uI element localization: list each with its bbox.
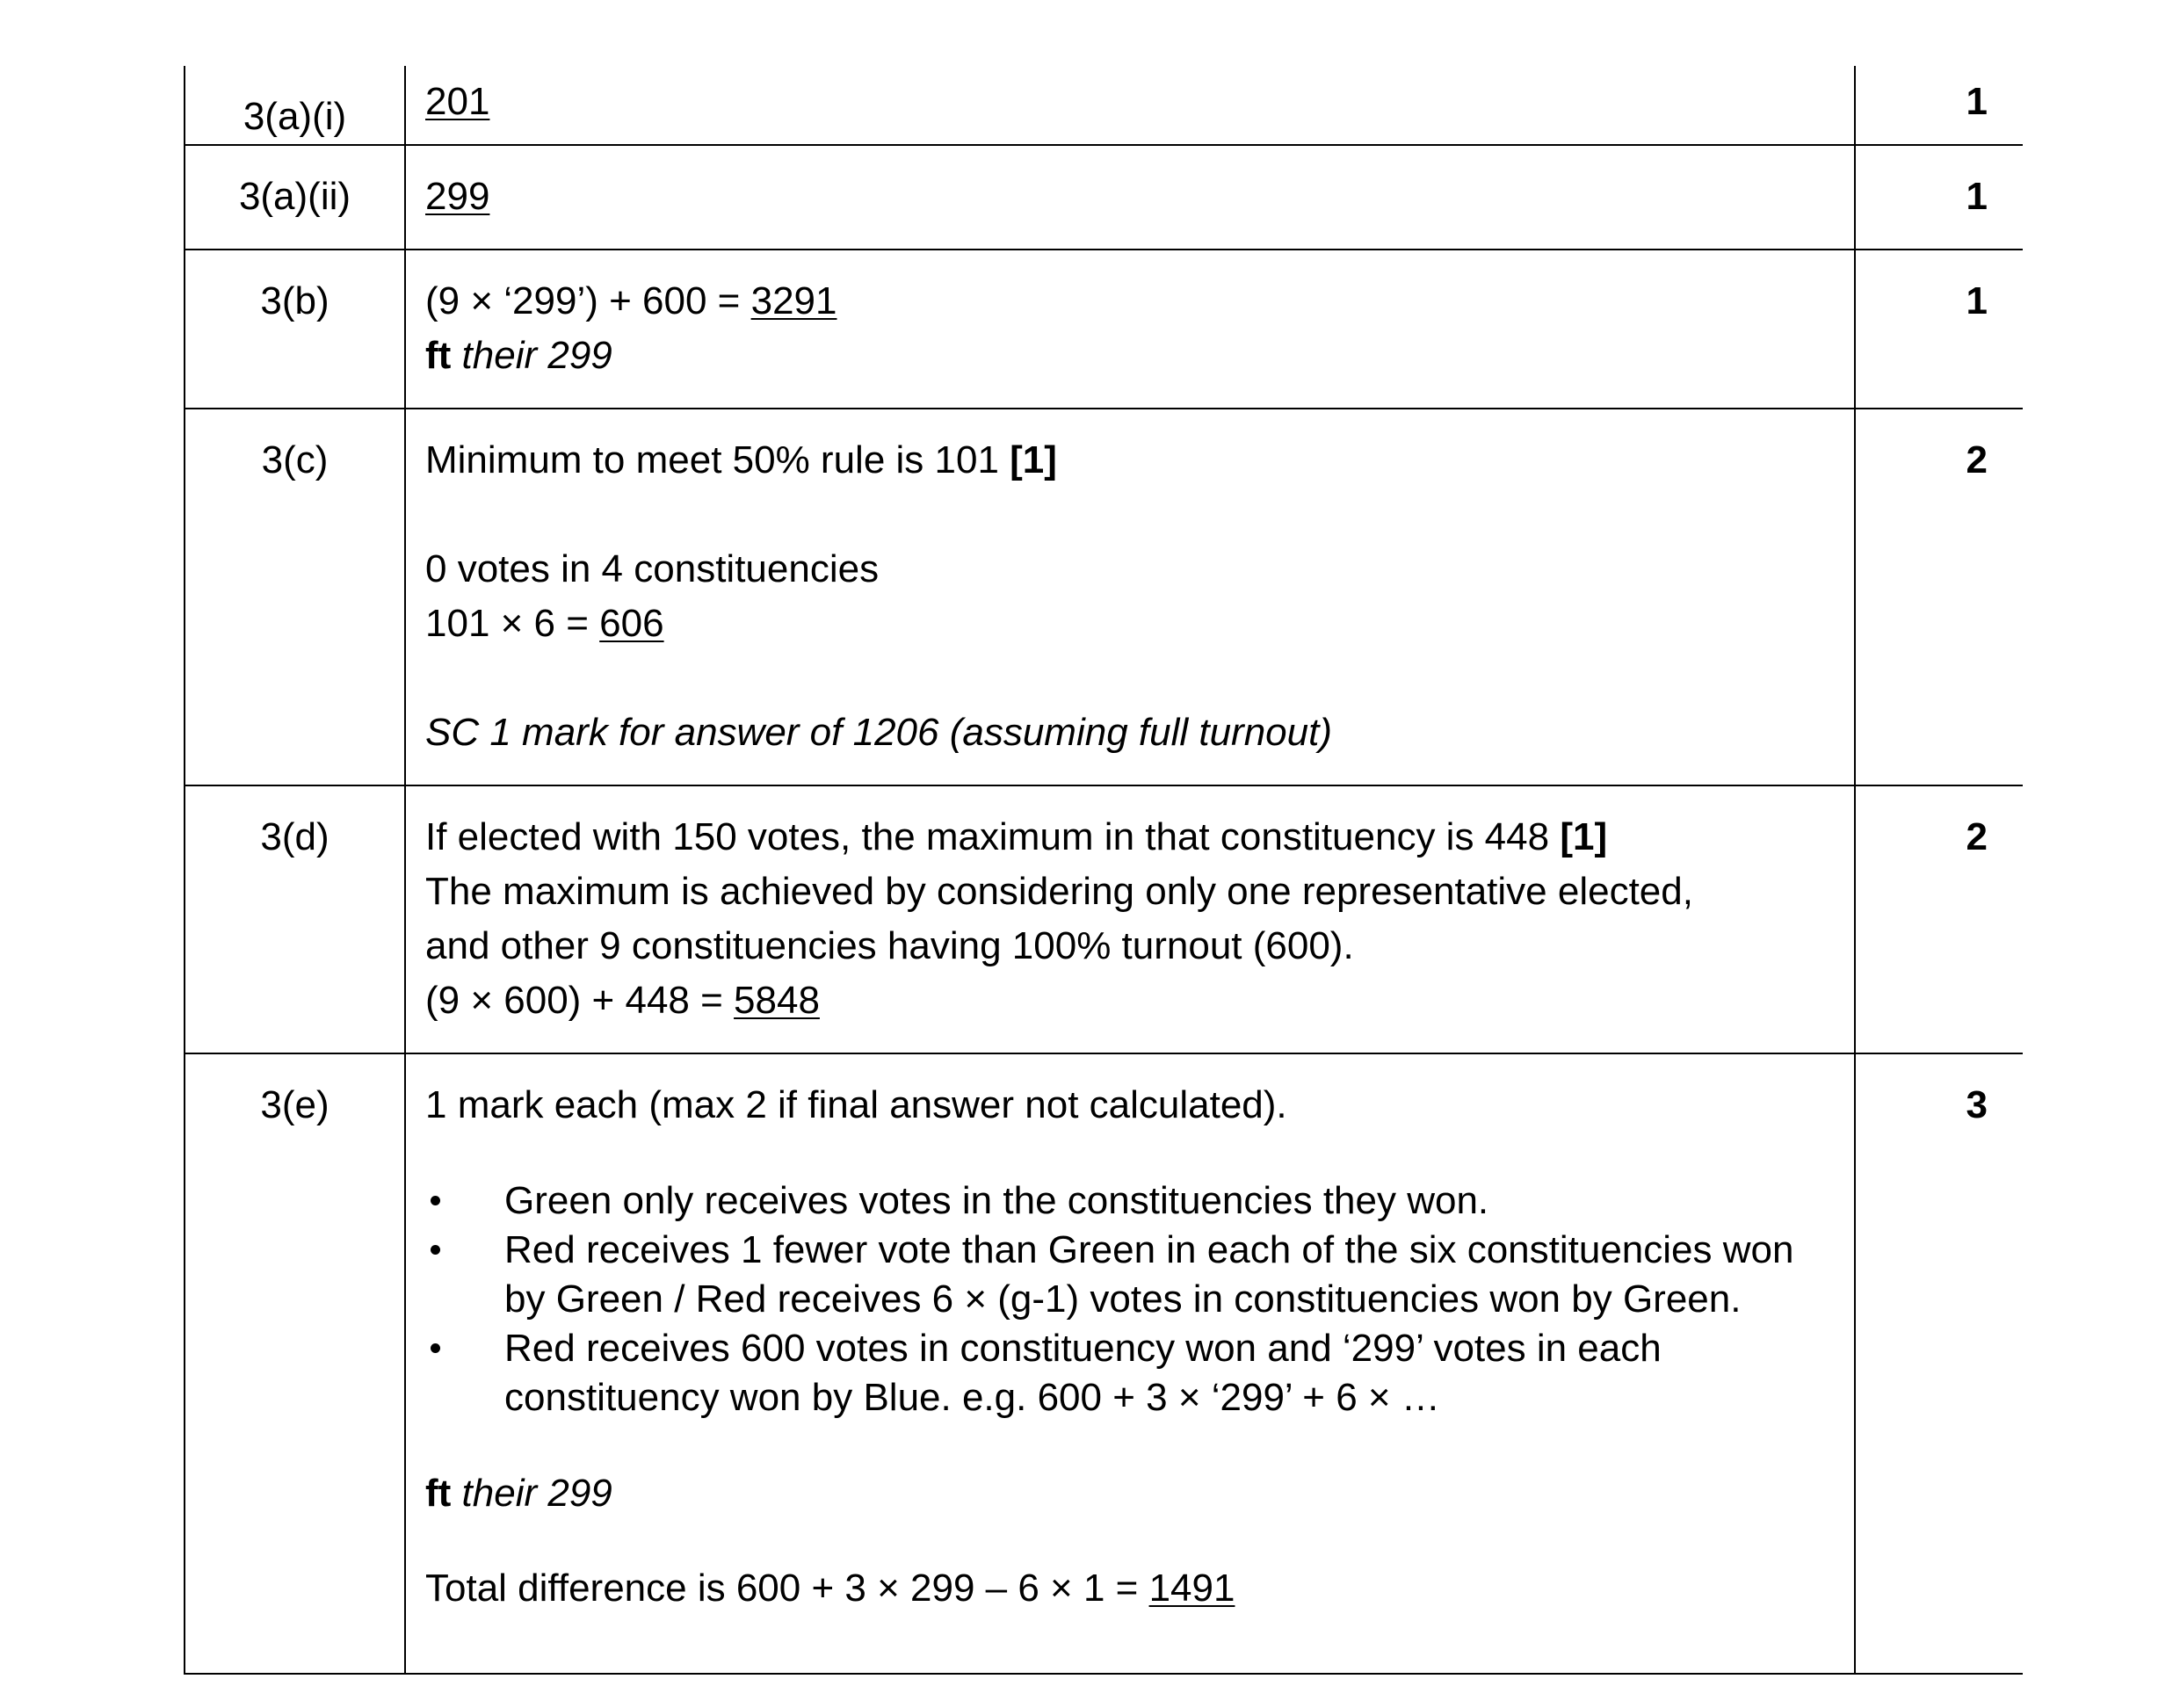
answer-cell bbox=[405, 145, 1855, 250]
follow-through-note: ft their 299 bbox=[425, 1472, 612, 1515]
marks: 2 bbox=[1855, 409, 2023, 785]
list-item: Red receives 600 votes in constituency won and ‘299’ votes in each constituency won by Blue. e.g. 600 + 3 × ‘299’ + 6 × … bbox=[425, 1324, 1836, 1422]
answer-cell bbox=[405, 1053, 1855, 1674]
question-number: 3(e) bbox=[185, 1053, 405, 1674]
working-line: 101 × 6 = 606 bbox=[425, 602, 664, 645]
final-answer: 201 bbox=[425, 80, 490, 123]
table-row bbox=[185, 66, 2023, 145]
marks: 2 bbox=[1855, 785, 2023, 1053]
mark-scheme-table bbox=[184, 66, 2023, 1675]
table-row bbox=[185, 250, 2023, 409]
follow-through-note: ft their 299 bbox=[425, 334, 612, 377]
table-row bbox=[185, 409, 2023, 785]
list-item: Red receives 1 fewer vote than Green in each of the six constituencies won by Green / Red receives 6 × (g-1) votes in constituencies won by Green. bbox=[425, 1226, 1836, 1324]
criteria-list bbox=[425, 1176, 1836, 1422]
final-answer: 5848 bbox=[734, 979, 820, 1022]
question-number: 3(a)(i) bbox=[185, 66, 405, 145]
marks: 1 bbox=[1855, 250, 2023, 409]
working-line: If elected with 150 votes, the maximum in that constituency is 448 [1] bbox=[425, 815, 1608, 858]
question-number: 3(a)(ii) bbox=[185, 145, 405, 250]
answer-cell bbox=[405, 785, 1855, 1053]
answer-cell bbox=[405, 250, 1855, 409]
working-line: The maximum is achieved by considering only one representative elected, bbox=[425, 870, 1693, 913]
table-row bbox=[185, 145, 2023, 250]
list-item: Green only receives votes in the constituencies they won. bbox=[425, 1176, 1836, 1226]
working-line: 1 mark each (max 2 if final answer not calculated). bbox=[425, 1083, 1287, 1126]
mark-allocation: [1] bbox=[1560, 815, 1608, 858]
marks: 1 bbox=[1855, 66, 2023, 145]
working-line: Total difference is 600 + 3 × 299 – 6 × 1 = 1491 bbox=[425, 1567, 1235, 1610]
bullet-icon bbox=[431, 1245, 440, 1255]
special-case-note: SC 1 mark for answer of 1206 (assuming full turnout) bbox=[425, 711, 1333, 754]
working-line: Minimum to meet 50% rule is 101 [1] bbox=[425, 438, 1057, 481]
final-answer: 606 bbox=[599, 602, 664, 645]
table-row bbox=[185, 1053, 2023, 1674]
question-number: 3(c) bbox=[185, 409, 405, 785]
final-answer: 299 bbox=[425, 175, 490, 218]
working-line: and other 9 constituencies having 100% turnout (600). bbox=[425, 924, 1354, 967]
question-number: 3(b) bbox=[185, 250, 405, 409]
working-line: 0 votes in 4 constituencies bbox=[425, 547, 880, 590]
marks: 1 bbox=[1855, 145, 2023, 250]
working-line: (9 × 600) + 448 = 5848 bbox=[425, 979, 820, 1022]
answer-cell bbox=[405, 409, 1855, 785]
question-number: 3(d) bbox=[185, 785, 405, 1053]
final-answer: 1491 bbox=[1148, 1567, 1235, 1610]
mark-allocation: [1] bbox=[1010, 438, 1057, 481]
table-row bbox=[185, 785, 2023, 1053]
final-answer: 3291 bbox=[750, 279, 837, 322]
bullet-icon bbox=[431, 1343, 440, 1353]
answer-cell bbox=[405, 66, 1855, 145]
marks: 3 bbox=[1855, 1053, 2023, 1674]
bullet-icon bbox=[431, 1196, 440, 1205]
working-line: (9 × ‘299’) + 600 = 3291 bbox=[425, 279, 837, 322]
